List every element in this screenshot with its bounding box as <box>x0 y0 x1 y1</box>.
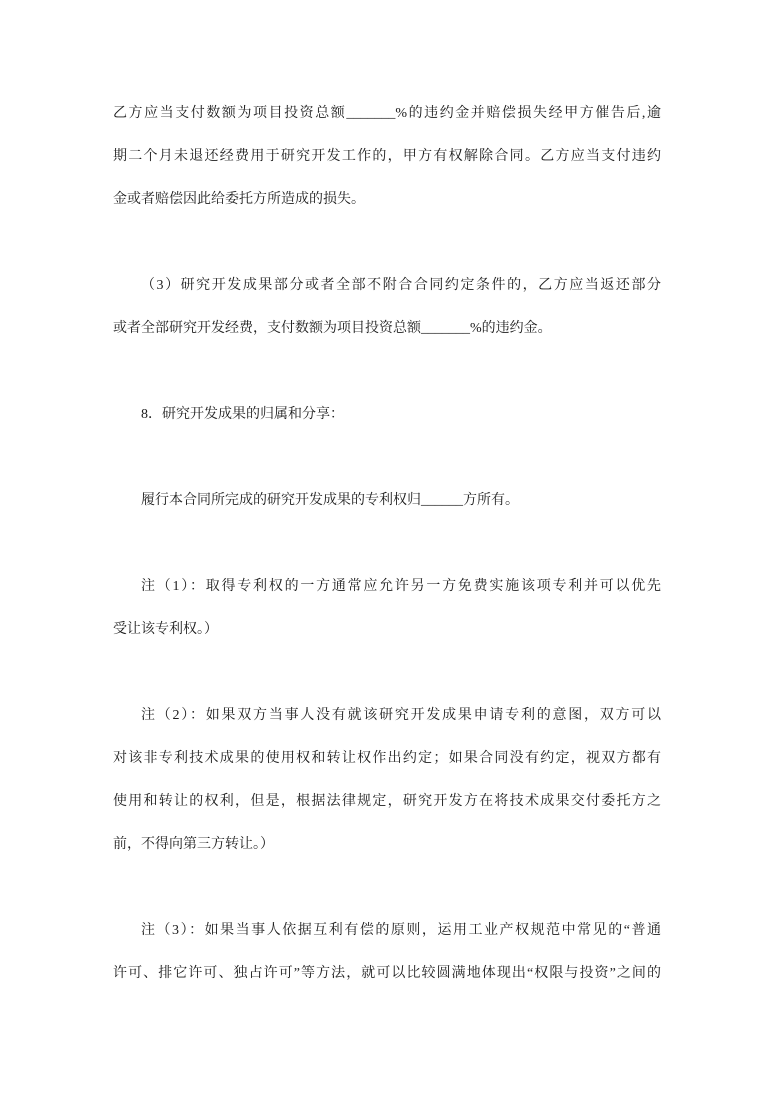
text-line: 金或者赔偿因此给委托方所造成的损失。 <box>113 192 365 207</box>
paragraph-clause-3 <box>113 264 661 350</box>
text-line: 使用和转让的权利，但是，根据法律规定，研究开发方在将技术成果交付委托方之 <box>113 794 661 809</box>
text-line: 受让该专利权。） <box>113 622 218 637</box>
paragraph-breach-penalty <box>113 92 661 221</box>
text-line: 或者全部研究开发经费，支付数额为项目投资总额_______%的违约金。 <box>113 321 552 336</box>
contract-text-block <box>113 92 661 1038</box>
text-line: （3）研究开发成果部分或者全部不附合合同约定条件的，乙方应当返还部分 <box>141 278 661 293</box>
text-line: 履行本合同所完成的研究开发成果的专利权归______方所有。 <box>141 493 519 508</box>
paragraph-note-1 <box>113 565 661 651</box>
text-line: 注（1）：取得专利权的一方通常应允许另一方免费实施该项专利并可以优先 <box>141 579 661 594</box>
paragraph-patent-ownership <box>113 479 661 522</box>
text-line: 前，不得向第三方转让。） <box>113 837 274 852</box>
paragraph-note-3 <box>113 909 661 995</box>
text-line: 乙方应当支付数额为项目投资总额_______%的违约金并赔偿损失经甲方催告后,逾 <box>113 106 661 121</box>
text-line: 注（3）：如果当事人依据互利有偿的原则，运用工业产权规范中常见的“普通 <box>141 923 661 938</box>
text-line: 许可、排它许可、独占许可”等方法，就可以比较圆满地体现出“权限与投资”之间的 <box>113 966 661 981</box>
paragraph-heading-8 <box>113 393 661 436</box>
paragraph-note-2 <box>113 694 661 866</box>
text-line: 期二个月未退还经费用于研究开发工作的，甲方有权解除合同。乙方应当支付违约 <box>113 149 661 164</box>
text-line: 对该非专利技术成果的使用权和转让权作出约定；如果合同没有约定，视双方都有 <box>113 751 661 766</box>
text-line: 注（2）：如果双方当事人没有就该研究开发成果申请专利的意图，双方可以 <box>141 708 661 723</box>
section-heading: 8．研究开发成果的归属和分享： <box>141 407 344 422</box>
